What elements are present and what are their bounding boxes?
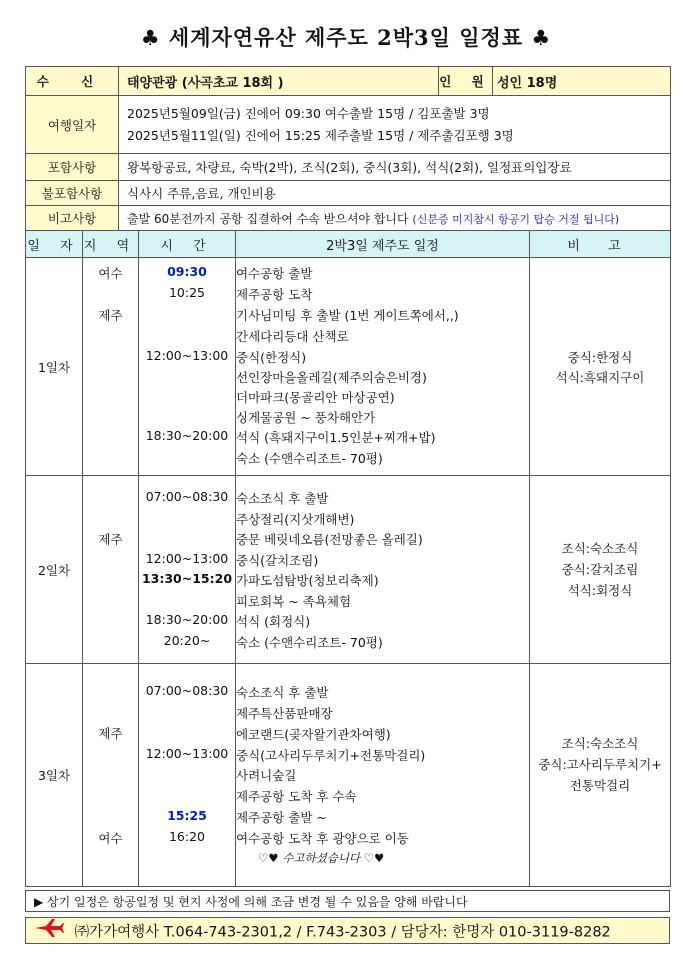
included-label: 포함사항 [26, 154, 119, 181]
schedule-item: 여수공항 도착 후 광양으로 이동 [236, 831, 409, 846]
schedule-item: 중식(갈치조림) [236, 553, 319, 568]
people-value: 성인 18명 [493, 67, 671, 96]
note-text: 중식:갈치조림 [561, 562, 639, 577]
time-cell [139, 258, 236, 476]
schedule-cell [236, 664, 530, 887]
day-label: 1일차 [26, 258, 83, 476]
remark-note: (신분증 미지참시 항공기 탑승 거절 됩니다) [412, 212, 620, 226]
time-text: 18:30~20:00 [145, 612, 229, 627]
schedule-item: 사려니숲길 [236, 768, 297, 783]
footer-company-bar [25, 917, 670, 944]
time-text: 10:25 [168, 285, 206, 300]
region-cell [83, 664, 139, 887]
remark-label: 비고사항 [26, 206, 119, 231]
time-text: 12:00~13:00 [145, 746, 229, 761]
schedule-item: 숙소조식 후 출발 [236, 685, 329, 700]
note-cell [530, 664, 671, 887]
region-cell [83, 476, 139, 664]
col-header-day: 일 자 [26, 231, 83, 258]
schedule-item: 석식 (회정식) [236, 614, 311, 629]
note-cell [530, 258, 671, 476]
schedule-item: 제주공항 출발 ~ [236, 810, 327, 825]
time-text: 18:30~20:00 [145, 428, 229, 443]
schedule-item: 더마파크(몽골리안 마상공연) [236, 390, 395, 405]
people-label: 인 원 [439, 67, 493, 96]
col-header-region: 지 역 [83, 231, 139, 258]
note-text: 전통막걸리 [569, 778, 631, 793]
region-text: 제주 [98, 726, 123, 741]
airplane-icon [34, 918, 64, 947]
note-cell [530, 476, 671, 664]
time-text: 12:00~13:00 [145, 348, 229, 363]
time-text: 09:30 [167, 264, 207, 279]
region-cell [83, 258, 139, 476]
region-text: 여수 [98, 831, 123, 846]
page-title: ♣ 세계자연유산 제주도 2박3일 일정표 ♣ [140, 25, 552, 50]
note-text: 조식:숙소조식 [561, 541, 639, 556]
schedule-item: 제주공항 도착 [236, 287, 313, 302]
time-text: 15:25 [167, 808, 207, 823]
date-label: 여행일자 [26, 96, 119, 154]
included-value: 왕복항공료, 차량료, 숙박(2박), 조식(2회), 중식(3회), 석식(2회), 일정표의입장료 [119, 154, 671, 181]
date-line-1: 2025년5월09일(금) 진에어 09:30 여수출발 15명 / 김포출발 3명 [127, 105, 490, 121]
time-text: 07:00~08:30 [145, 489, 229, 504]
schedule-item: 여수공항 출발 [236, 266, 313, 281]
schedule-item: 중문 베릿네오름(전망좋은 올레길) [236, 532, 423, 547]
remark-value [119, 206, 671, 231]
company-contact: ㈜가가여행사 T.064-743-2301,2 / F.743-2303 / 담당자: 한명자 010-3119-8282 [74, 924, 611, 941]
remark-text: 출발 60분전까지 공항 집결하여 수속 받으셔야 합니다 [127, 211, 409, 226]
day-label: 3일차 [26, 664, 83, 887]
time-text: 13:30~15:20 [141, 571, 233, 586]
schedule-item: 기사님미팅 후 출발 (1번 게이트쪽에서,,) [236, 308, 459, 323]
time-cell [139, 476, 236, 664]
schedule-item: 제주특산품판매장 [236, 706, 333, 721]
schedule-item: 선인장마을올레길(제주의숨은비경) [236, 370, 427, 385]
schedule-item: 숙소 (수앤수리조트- 70평) [236, 451, 383, 466]
schedule-item: 피로회복 ~ 족욕체험 [236, 594, 352, 609]
time-text: 12:00~13:00 [145, 551, 229, 566]
note-text: 석식:흑돼지구이 [555, 370, 645, 385]
schedule-sheet [25, 66, 670, 887]
recipient-label: 수 신 [26, 67, 119, 96]
schedule-item: 숙소 (수앤수리조트- 70평) [236, 635, 383, 650]
note-text: 중식:고사리두루치기+ [538, 757, 662, 772]
schedule-item: 주상절리(지삿개해변) [236, 512, 355, 527]
schedule-item: ♡♥ 수고하셨습니다 ♡♥ [258, 851, 385, 865]
col-header-schedule: 2박3일 제주도 일정 [236, 231, 530, 258]
time-cell [139, 664, 236, 887]
col-header-time: 시 간 [139, 231, 236, 258]
region-text: 여수 [98, 266, 123, 281]
date-line-2: 2025년5월11일(일) 진에어 15:25 제주출발 15명 / 제주출김포행 3명 [127, 127, 514, 143]
schedule-item: 에코랜드(곶자왈기관차여행) [236, 727, 391, 742]
footer-notice: ▶ 상기 일정은 항공일정 및 현지 사정에 의해 조금 변경 될 수 있음을 양해 바랍니다 [25, 890, 670, 912]
schedule-cell [236, 476, 530, 664]
recipient-value: 태양관광 (사곡초교 18회 ) [119, 67, 439, 96]
schedule-item: 중식(한정식) [236, 350, 307, 365]
schedule-item: 싱게물공원 ~ 풍차해안가 [236, 410, 376, 425]
info-table [25, 66, 671, 231]
note-text: 석식:회정식 [567, 583, 633, 598]
note-text: 조식:숙소조식 [561, 736, 639, 751]
region-text: 제주 [98, 532, 123, 547]
schedule-item: 제주공항 도착 후 수속 [236, 789, 357, 804]
time-text: 20:20~ [163, 633, 211, 648]
day-label: 2일차 [26, 476, 83, 664]
schedule-item: 중식(고사리두루치기+전통막걸리) [236, 748, 426, 763]
schedule-item: 석식 (흑돼지구이1.5인분+찌개+밥) [236, 430, 436, 445]
note-text: 중식:한정식 [567, 350, 633, 365]
excluded-value: 식사시 주류,음료, 개인비용 [119, 181, 671, 206]
time-text: 16:20 [168, 829, 206, 844]
schedule-item: 간세다리등대 산책로 [236, 329, 349, 344]
schedule-cell [236, 258, 530, 476]
schedule-item: 숙소조식 후 출발 [236, 491, 329, 506]
itinerary-table [25, 230, 671, 887]
region-text: 제주 [98, 308, 123, 323]
date-value [119, 96, 671, 154]
excluded-label: 불포함사항 [26, 181, 119, 206]
col-header-note: 비 고 [530, 231, 671, 258]
time-text: 07:00~08:30 [145, 683, 229, 698]
schedule-item: 가파도섬탐방(청보리축제) [236, 573, 379, 588]
